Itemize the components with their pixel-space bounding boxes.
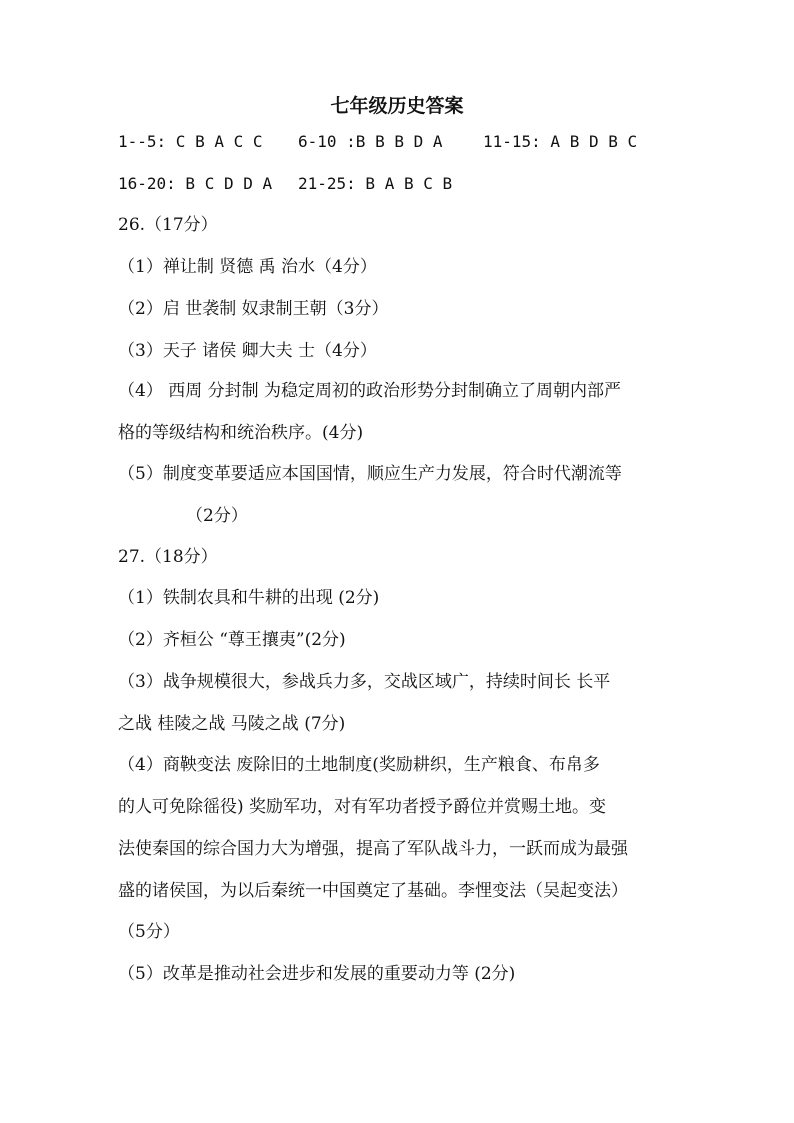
q27-answer-1: （1）铁制农具和牛耕的出现 (2分) xyxy=(118,588,380,608)
q27-header: 27.（18分） xyxy=(118,547,218,567)
mc-group-21-25: 21-25: B A B C B xyxy=(298,174,453,193)
q27-answer-4-line-3: 法使秦国的综合国力大为增强，提高了军队战斗力，一跃而成为最强 xyxy=(118,839,628,859)
mc-answers-row-2 xyxy=(118,172,688,196)
q27-answer-4-line-5: （5分） xyxy=(118,922,180,942)
q27-answer-4-line-1: （4）商鞅变法 废除旧的土地制度(奖励耕织，生产粮食、布帛多 xyxy=(118,755,600,775)
q27-answer-4-line-4: 盛的诸侯国，为以后秦统一中国奠定了基础。李悝变法（吴起变法） xyxy=(118,881,628,901)
mc-group-16-20: 16-20: B C D D A xyxy=(118,174,273,193)
mc-group-1-5: 1--5: C B A C C xyxy=(118,132,263,151)
q27-answer-4-line-2: 的人可免除徭役) 奖励军功，对有军功者授予爵位并赏赐土地。变 xyxy=(118,797,607,817)
q26-answer-5-line-1: （5）制度变革要适应本国国情，顺应生产力发展，符合时代潮流等 xyxy=(118,464,622,484)
q27-answer-2: （2）齐桓公 “尊王攘夷”(2分) xyxy=(118,630,346,650)
q26-answer-5-line-2: （2分） xyxy=(186,506,248,526)
mc-group-11-15: 11-15: A B D B C xyxy=(483,132,638,151)
q26-answer-4-line-1: （4） 西周 分封制 为稳定周初的政治形势分封制确立了周朝内部严 xyxy=(118,381,622,401)
q26-answer-3: （3）天子 诸侯 卿大夫 士（4分） xyxy=(118,341,377,361)
q26-header: 26.（17分） xyxy=(118,215,218,235)
q26-answer-4-line-2: 格的等级结构和统治秩序。(4分) xyxy=(118,423,364,443)
q26-answer-1: （1）禅让制 贤德 禹 治水（4分） xyxy=(118,257,377,277)
mc-answers-row-1 xyxy=(118,130,688,154)
q27-answer-5: （5）改革是推动社会进步和发展的重要动力等 (2分) xyxy=(118,964,516,984)
q26-answer-2: （2）启 世袭制 奴隶制王朝（3分） xyxy=(118,299,389,319)
mc-group-6-10: 6-10 :B B B D A xyxy=(298,132,443,151)
q27-answer-3-line-1: （3）战争规模很大，参战兵力多，交战区域广，持续时间长 长平 xyxy=(118,672,611,692)
q27-answer-3-line-2: 之战 桂陵之战 马陵之战 (7分) xyxy=(118,714,346,734)
page-title: 七年级历史答案 xyxy=(330,95,464,117)
